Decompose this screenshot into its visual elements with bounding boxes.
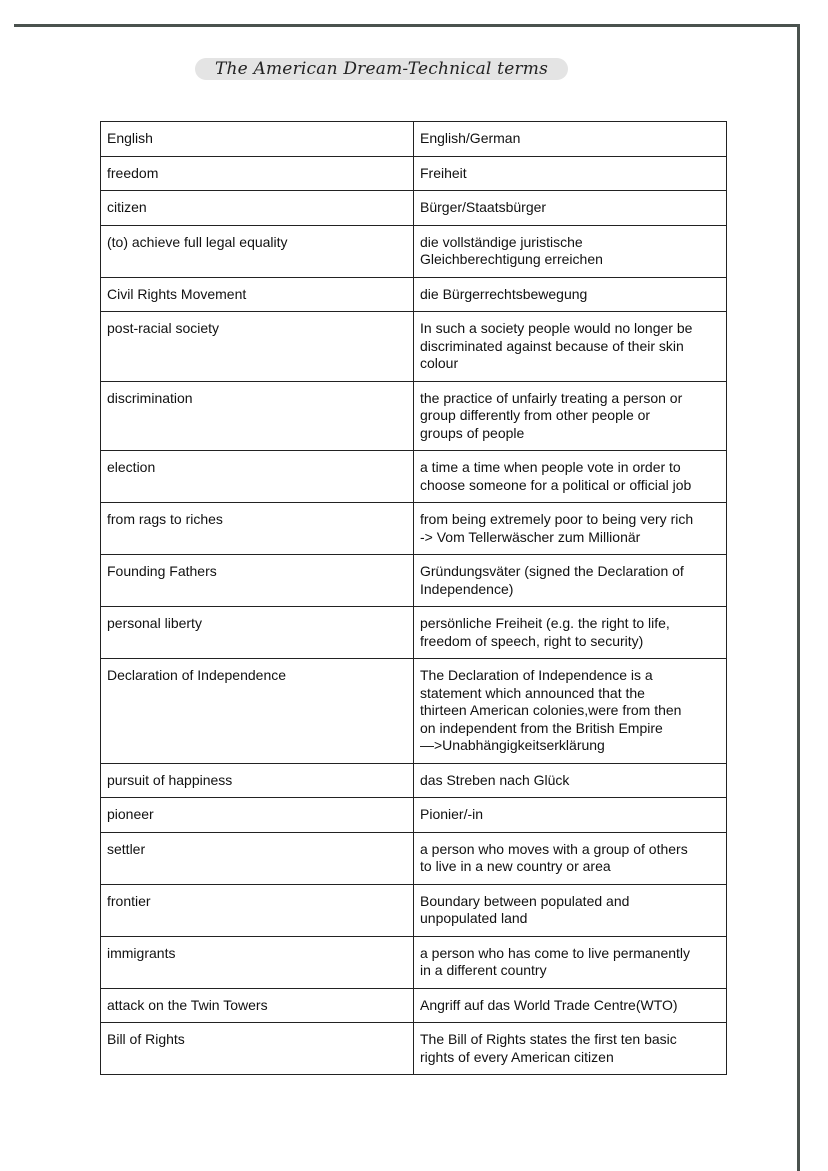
table-row (101, 503, 727, 555)
table-row (101, 555, 727, 607)
terms-table (100, 121, 727, 1075)
translation-cell: the practice of unfairly treating a person or group differently from other people or groups of people (414, 381, 727, 451)
english-term-cell: Declaration of Independence (101, 659, 414, 764)
english-term-cell: frontier (101, 884, 414, 936)
table-row (101, 988, 727, 1023)
table-row (101, 884, 727, 936)
translation-cell: Boundary between populated and unpopulated land (414, 884, 727, 936)
table-row (101, 191, 727, 226)
translation-cell: a time a time when people vote in order to choose someone for a political or official job (414, 451, 727, 503)
translation-cell: persönliche Freiheit (e.g. the right to life, freedom of speech, right to security) (414, 607, 727, 659)
english-term-cell: (to) achieve full legal equality (101, 225, 414, 277)
translation-cell: In such a society people would no longer be discriminated against because of their skin colour (414, 312, 727, 382)
translation-cell: das Streben nach Glück (414, 763, 727, 798)
translation-cell: The Bill of Rights states the first ten basic rights of every American citizen (414, 1023, 727, 1075)
translation-cell: a person who moves with a group of others to live in a new country or area (414, 832, 727, 884)
page-frame-right-border (797, 24, 800, 1171)
translation-cell: die vollständige juristische Gleichberechtigung erreichen (414, 225, 727, 277)
terms-table-body (101, 122, 727, 1075)
english-term-cell: English (101, 122, 414, 157)
table-row (101, 312, 727, 382)
english-term-cell: discrimination (101, 381, 414, 451)
document-title: The American Dream-Technical terms (214, 59, 549, 79)
translation-cell: Angriff auf das World Trade Centre(WTO) (414, 988, 727, 1023)
page-frame-top-border (14, 24, 800, 27)
table-row (101, 122, 727, 157)
table-row (101, 451, 727, 503)
english-term-cell: pioneer (101, 798, 414, 833)
table-row (101, 832, 727, 884)
table-row (101, 1023, 727, 1075)
table-row (101, 659, 727, 764)
english-term-cell: pursuit of happiness (101, 763, 414, 798)
english-term-cell: Bill of Rights (101, 1023, 414, 1075)
title-banner (195, 58, 568, 80)
translation-cell: Pionier/-in (414, 798, 727, 833)
table-row (101, 156, 727, 191)
table-row (101, 381, 727, 451)
translation-cell: Gründungsväter (signed the Declaration of Independence) (414, 555, 727, 607)
translation-cell: from being extremely poor to being very rich -> Vom Tellerwäscher zum Millionär (414, 503, 727, 555)
table-row (101, 763, 727, 798)
english-term-cell: from rags to riches (101, 503, 414, 555)
table-row (101, 607, 727, 659)
english-term-cell: Founding Fathers (101, 555, 414, 607)
english-term-cell: personal liberty (101, 607, 414, 659)
translation-cell: English/German (414, 122, 727, 157)
translation-cell: The Declaration of Independence is a statement which announced that the thirteen American colonies,were from then on independent from the British Empire —>Unabhängigkeitserklärung (414, 659, 727, 764)
english-term-cell: attack on the Twin Towers (101, 988, 414, 1023)
table-row (101, 936, 727, 988)
translation-cell: a person who has come to live permanently in a different country (414, 936, 727, 988)
english-term-cell: election (101, 451, 414, 503)
table-row (101, 277, 727, 312)
table-row (101, 798, 727, 833)
english-term-cell: post-racial society (101, 312, 414, 382)
translation-cell: die Bürgerrechtsbewegung (414, 277, 727, 312)
english-term-cell: Civil Rights Movement (101, 277, 414, 312)
english-term-cell: settler (101, 832, 414, 884)
english-term-cell: immigrants (101, 936, 414, 988)
english-term-cell: citizen (101, 191, 414, 226)
translation-cell: Bürger/Staatsbürger (414, 191, 727, 226)
translation-cell: Freiheit (414, 156, 727, 191)
table-row (101, 225, 727, 277)
english-term-cell: freedom (101, 156, 414, 191)
